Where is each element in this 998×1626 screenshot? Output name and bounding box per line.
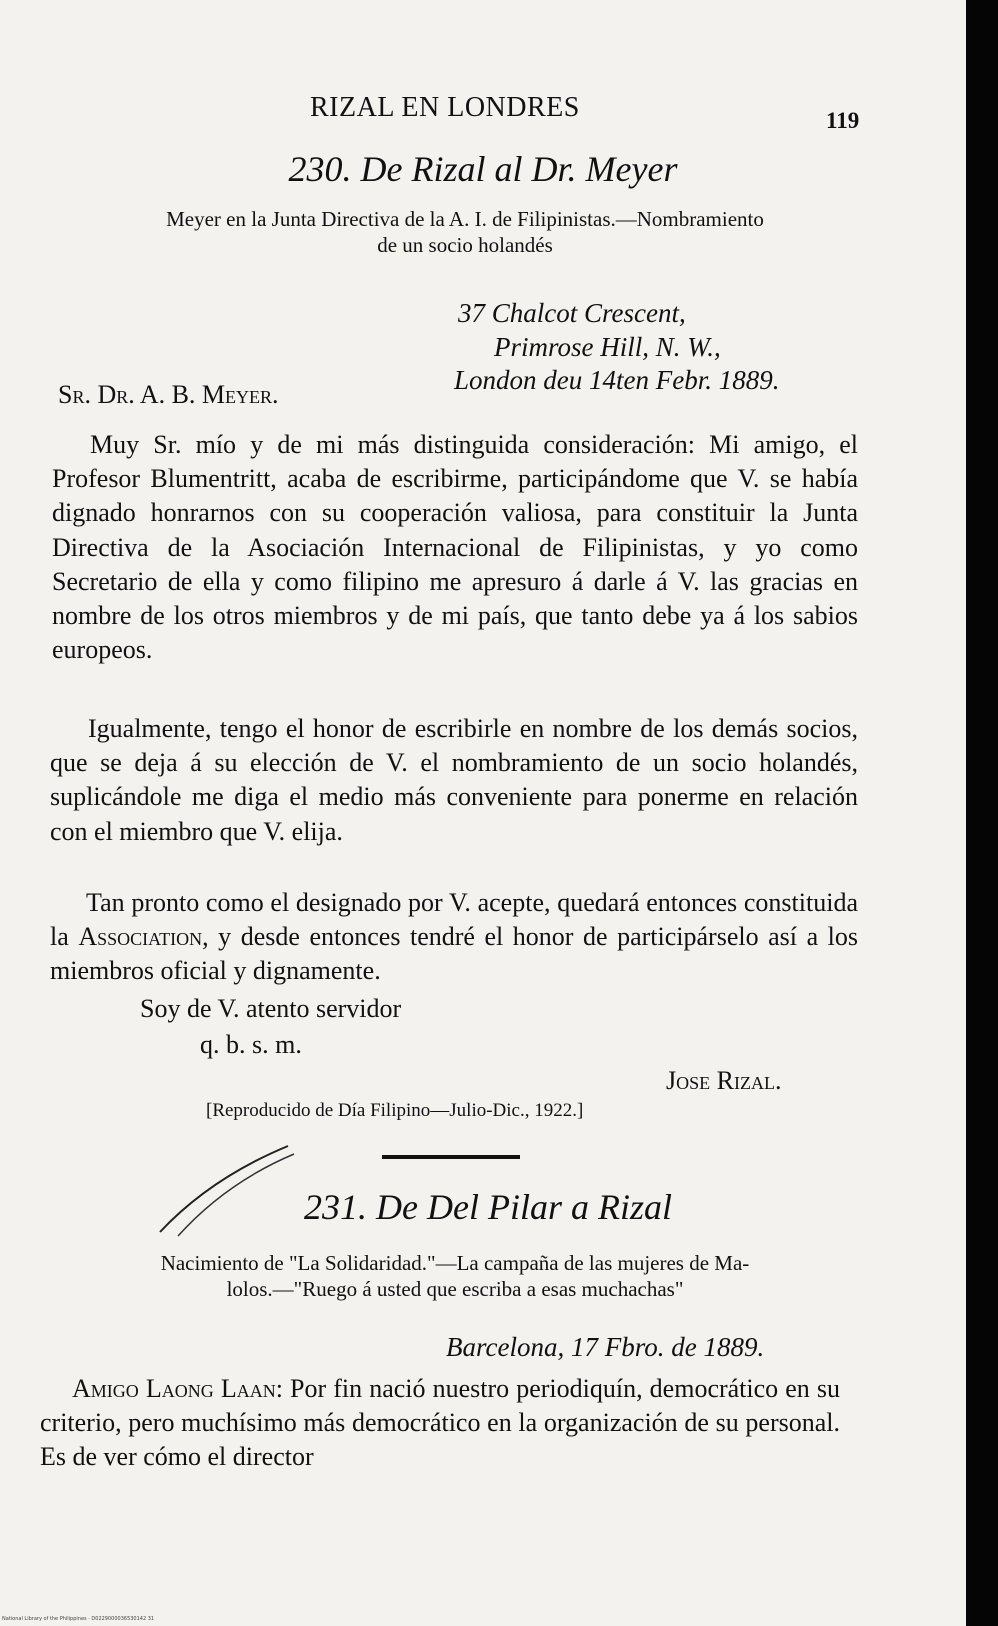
scan-dark-edge: [966, 0, 998, 1626]
letter-230-paragraph-1: Muy Sr. mío y de mi más distinguida consideración: Mi amigo, el Profesor Blumentritt, acaba de escribirme, participándome que V. se había dignado honrarnos con su cooperación valiosa, para constituir la Junta Directiva de la Asociación Internacional de Filipinistas, y yo como Secretario de ella y como filipino me apresuro á darle á V. las gracias en nombre de los otros miembros y de mi país, que tanto debe ya á los sabios europeos.: [52, 430, 858, 665]
letter-230-date-line: London deu 14ten Febr. 1889.: [454, 365, 780, 395]
letter-231-paragraph-1: [40, 1372, 840, 1475]
letter-231-date-line: Barcelona, 17 Fbro. de 1889.: [446, 1332, 765, 1362]
letter-231-summary: [30, 1250, 880, 1302]
letter-230-summary-line2: de un socio holandés: [377, 233, 553, 257]
running-head: RIZAL EN LONDRES: [310, 92, 580, 123]
letter-230-recipient: [58, 380, 279, 410]
letter-231-summary-line2: lolos.—"Ruego á usted que escriba a esas muchachas": [226, 1277, 684, 1301]
letter-231-paragraph-1-text: Por fin nació nuestro periodiquín, democrático en su criterio, pero muchísimo más democrático en la organización de su personal. Es de ver cómo el director: [40, 1374, 840, 1472]
page-number: 119: [826, 108, 860, 133]
letter-231-title: 231. De Del Pilar a Rizal: [304, 1187, 672, 1227]
letter-230-address-line2: Primrose Hill, N. W.,: [494, 332, 721, 362]
letter-230-recipient-text: Sr. Dr. A. B. Meyer.: [58, 380, 279, 409]
letter-230-closing-1: Soy de V. atento servidor: [140, 994, 402, 1023]
letter-230-paragraph-3: [50, 886, 858, 989]
letter-230-address-line1: 37 Chalcot Crescent,: [458, 298, 686, 328]
section-divider: [382, 1155, 520, 1159]
letter-230-paragraph-3-start: Tan pronto como el designado por V. acepte, quedará entonces constituida la: [50, 888, 858, 952]
letter-231-summary-line1: Nacimiento de "La Solidaridad."—La campaña de las mujeres de Ma-: [160, 1251, 750, 1275]
letter-230-summary: [40, 206, 890, 258]
letter-230-paragraph-3-end: , y desde entonces tendré el honor de participárselo así a los miembros oficial y dignamente.: [50, 922, 859, 986]
letter-230-paragraph-2: Igualmente, tengo el honor de escribirle en nombre de los demás socios, que se deja á su elección de V. el nombramiento de un socio holandés, suplicándole me diga el medio más conveniente para ponerme en relación con el miembro que V. elija.: [50, 714, 858, 846]
archive-footer-tag: National Library of the Philippines · D0229000036530142 31: [2, 1616, 155, 1622]
letter-230-closing-2: q. b. s. m.: [200, 1030, 302, 1059]
letter-230-title: 230. De Rizal al Dr. Meyer: [288, 149, 678, 189]
letter-231-salutation: Amigo Laong Laan:: [72, 1374, 283, 1403]
letter-230-association-word: Association: [78, 922, 203, 952]
letter-230-signature: Jose Rizal.: [666, 1066, 782, 1095]
letter-230-summary-line1: Meyer en la Junta Directiva de la A. I. de Filipinistas.—Nombramiento: [166, 207, 764, 231]
letter-230-source-note: [Reproducido de Día Filipino—Julio-Dic., 1922.]: [206, 1100, 584, 1121]
